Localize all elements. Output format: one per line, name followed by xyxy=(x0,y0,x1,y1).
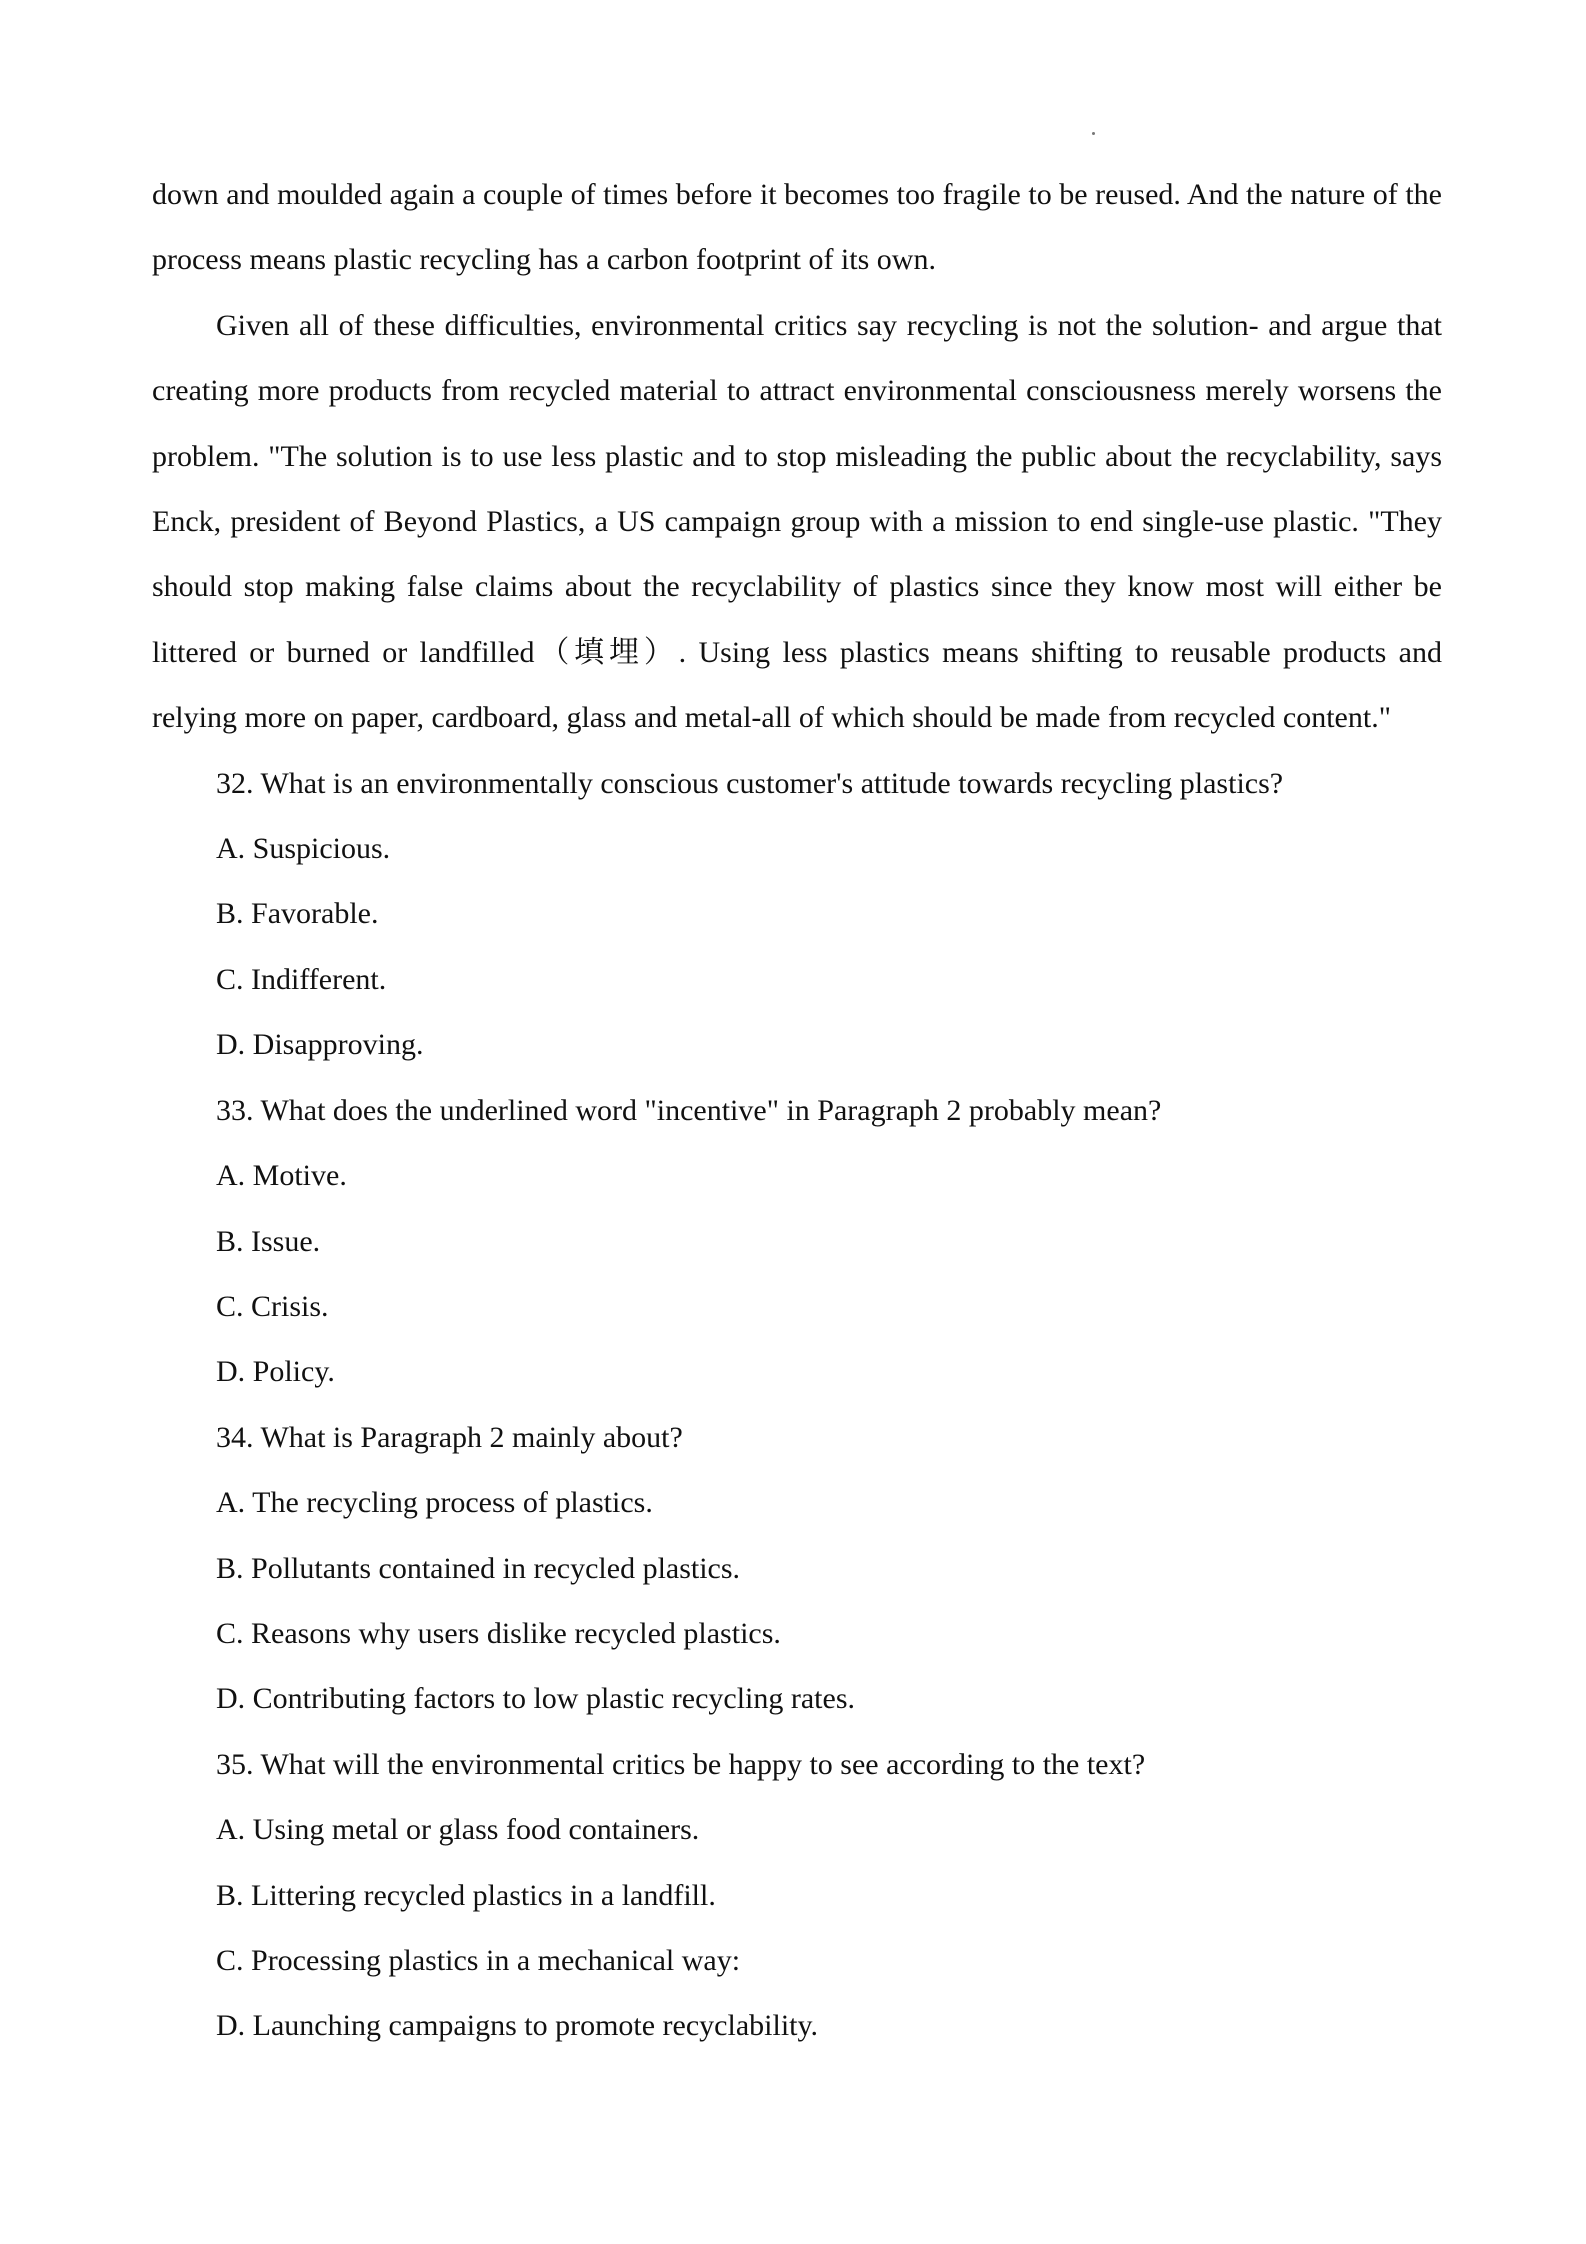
option-a: A. Using metal or glass food containers. xyxy=(216,1813,700,1847)
option-b: B. Pollutants contained in recycled plastics. xyxy=(216,1551,741,1585)
passage-paragraph-1: down and moulded again a couple of times before it becomes too fragile to be reused. And the nature of the process means plastic recycling has a carbon footprint of its own. xyxy=(152,178,1442,277)
option-b: B. Favorable. xyxy=(216,897,379,931)
option-c: C. Crisis. xyxy=(216,1289,329,1323)
question-stem: 35. What will the environmental critics be happy to see according to the text? xyxy=(216,1747,1146,1781)
option-c: C. Reasons why users dislike recycled plastics. xyxy=(216,1616,781,1650)
question-stem: 32. What is an environmentally conscious customer's attitude towards recycling plastics? xyxy=(216,766,1284,800)
option-b: B. Issue. xyxy=(216,1224,321,1258)
question-33 xyxy=(152,1078,1442,1405)
question-stem: 34. What is Paragraph 2 mainly about? xyxy=(216,1420,683,1454)
option-c: C. Indifferent. xyxy=(216,962,387,996)
option-b: B. Littering recycled plastics in a landfill. xyxy=(216,1878,716,1912)
option-c: C. Processing plastics in a mechanical way: xyxy=(216,1943,741,1977)
option-a: A. Suspicious. xyxy=(216,832,391,866)
document-page xyxy=(152,162,1442,2059)
question-stem: 33. What does the underlined word "incentive" in Paragraph 2 probably mean? xyxy=(216,1093,1162,1127)
option-d: D. Contributing factors to low plastic recycling rates. xyxy=(216,1682,856,1716)
scan-speck xyxy=(1092,132,1095,135)
option-d: D. Disapproving. xyxy=(216,1028,424,1062)
option-d: D. Launching campaigns to promote recyclability. xyxy=(216,2009,819,2043)
question-32 xyxy=(152,751,1442,1078)
question-35 xyxy=(152,1732,1442,2059)
option-a: A. Motive. xyxy=(216,1159,347,1193)
passage-paragraph-2: Given all of these difficulties, environmental critics say recycling is not the solution- and argue that creating more products from recycled material to attract environmental consciousness merely worsens the problem. "The solution is to use less plastic and to stop misleading the public about the recyclability, says Enck, president of Beyond Plastics, a US campaign group with a mission to end single-use plastic. "They should stop making false claims about the recyclability of plastics since they know most will either be littered or burned or landfilled（填埋）. Using less plastics means shifting to reusable products and relying more on paper, cardboard, glass and metal-all of which should be made from recycled content." xyxy=(152,308,1442,735)
question-34 xyxy=(152,1405,1442,1732)
option-a: A. The recycling process of plastics. xyxy=(216,1486,653,1520)
option-d: D. Policy. xyxy=(216,1355,335,1389)
